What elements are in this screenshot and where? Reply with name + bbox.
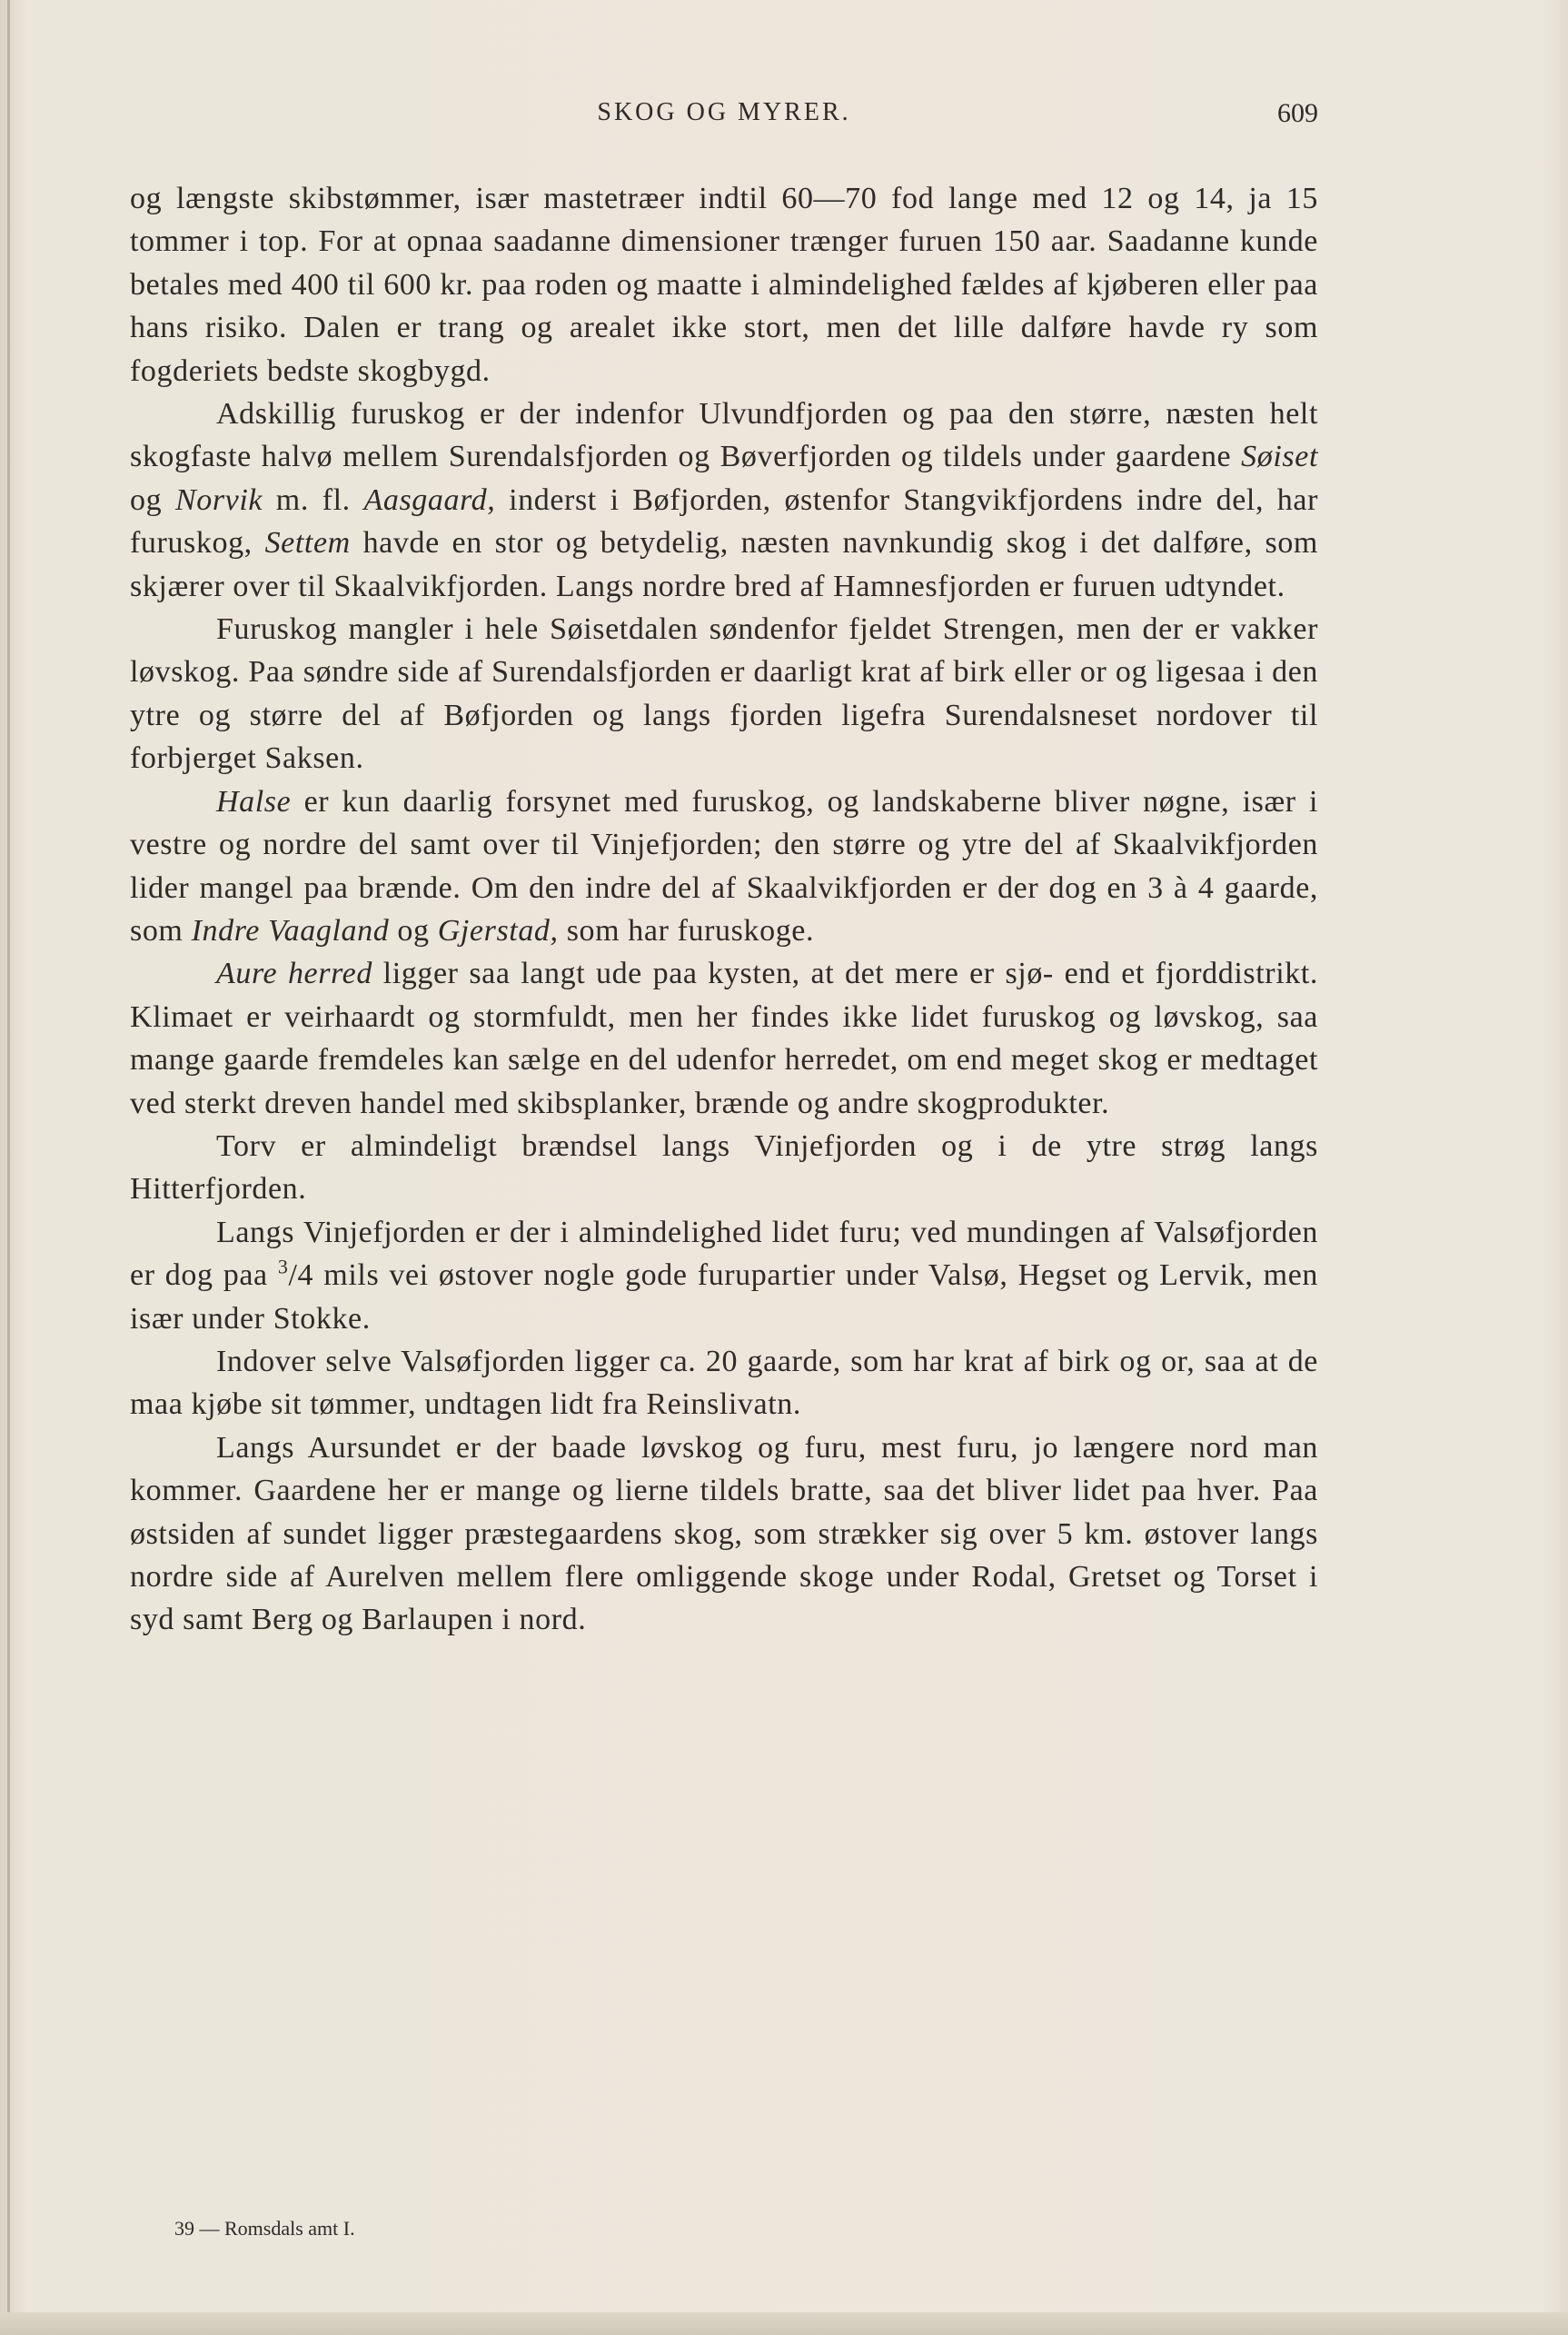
text-run: og <box>389 913 438 948</box>
italic-name: Søiset <box>1241 440 1318 474</box>
italic-name: Aure herred <box>216 957 372 991</box>
superscript: 3 <box>277 1255 289 1278</box>
running-title: SKOG OG MYRER. <box>597 98 851 126</box>
italic-name: Settem <box>264 526 351 561</box>
text-run: Furuskog mangler i hele Søisetdalen søndenfor fjeldet Strengen, men der er vakker løvskog. Paa søndre side af Surendalsfjorden er daarligt krat af birk eller or og ligesaa i den ytre og større del af Bøfjorden og langs fjorden ligefra Surendalsneset nordover til forbjerget Saksen. <box>130 612 1318 776</box>
page-bottom-edge <box>0 2312 1568 2335</box>
italic-name: Norvik <box>174 482 263 517</box>
paragraph <box>130 1125 1318 1211</box>
signature-mark: 39 — Romsdals amt I. <box>174 2217 355 2240</box>
text-run: Adskillig furuskog er der indenfor Ulvundfjorden og paa den større, næsten helt skogfaste halvø mellem Surendalsfjorden og Bøverfjorden og tildels under gaardene <box>130 397 1318 474</box>
paragraph <box>130 608 1318 780</box>
paragraph <box>130 392 1318 608</box>
text-run: Torv er almindeligt brændsel langs Vinjefjorden og i de ytre strøg langs Hitterfjorden. <box>130 1128 1318 1207</box>
text-run: m. fl. <box>263 482 364 517</box>
text-run: og længste skibstømmer, især mastetræer indtil 60—70 fod lange med 12 og 14, ja 15 tommer i top. For at opnaa saadanne dimensioner trænger furuen 150 aar. Saadanne kunde betales med 400 til 600 kr. paa roden og maatte i almindelighed fældes af kjøberen eller paa hans risiko. Dalen er trang og arealet ikke stort, men det lille dalføre havde ry som fogderiets bedste skogbygd. <box>130 182 1318 388</box>
text-run: Langs Aursundet er der baade løvskog og furu, mest furu, jo længere nord man kommer. Gaardene her er mange og lierne tildels bratte, saa det bliver lidet paa hver. Paa østsiden af sundet ligger præstegaardens skog, som strækker sig over 5 km. østover langs nordre side af Aurelven mellem flere omliggende skoge under Rodal, Gretset og Torset i syd samt Berg og Barlaupen i nord. <box>130 1430 1318 1637</box>
page-binding-edge <box>7 0 10 2335</box>
body-text <box>130 177 1318 1642</box>
italic-name: Halse <box>216 784 292 819</box>
page-number: 609 <box>1277 98 1318 128</box>
text-run: og <box>130 482 175 517</box>
paragraph <box>130 1426 1318 1642</box>
text-run: havde en stor og betydelig, næsten navnkundig skog i det dalføre, som skjærer over til Skaalvikfjorden. Langs nordre bred af Hamnesfjorden er furuen udtyndet. <box>130 526 1318 603</box>
italic-name: Indre Vaagland <box>191 913 390 948</box>
text-run: Indover selve Valsøfjorden ligger ca. 20 gaarde, som har krat af birk og or, saa at de maa kjøbe sit tømmer, undtagen lidt fra Reinslivatn. <box>130 1344 1318 1422</box>
text-run: som har furuskoge. <box>558 913 815 948</box>
paragraph <box>130 780 1318 953</box>
italic-name: Aasgaard, <box>363 482 496 517</box>
paragraph <box>130 177 1318 392</box>
text-run: /4 mils vei østover nogle gode furupartier under Valsø, Hegset og Lervik, men især under Stokke. <box>130 1258 1318 1336</box>
text-run: er kun daarlig forsynet med furuskog, og landskaberne bliver nøgne, især i vestre og nordre del samt over til Vinjefjorden; den større og ytre del af Skaalvikfjorden lider mangel paa brænde. Om den indre del af Skaalvikfjorden er der dog en 3 à 4 gaarde, som <box>130 784 1318 948</box>
italic-name: Gjerstad, <box>437 913 559 948</box>
running-header <box>130 98 1318 144</box>
text-run: ligger saa langt ude paa kysten, at det mere er sjø- end et fjorddistrikt. Klimaet er veirhaardt og stormfuldt, men her findes ikke lidet furuskog og løvskog, saa mange gaarde fremdeles kan sælge en del udenfor herredet, om end meget skog er medtaget ved sterkt dreven handel med skibsplanker, brænde og andre skogprodukter. <box>130 957 1318 1120</box>
paragraph <box>130 952 1318 1125</box>
text-run: inderst i Bøfjorden, østenfor Stangvikfjordens indre del, har furuskog, <box>130 482 1318 561</box>
text-run: Langs Vinjefjorden er der i almindelighed lidet furu; ved mundingen af Valsøfjorden er dog paa <box>130 1215 1318 1293</box>
paragraph <box>130 1340 1318 1426</box>
paragraph <box>130 1211 1318 1340</box>
